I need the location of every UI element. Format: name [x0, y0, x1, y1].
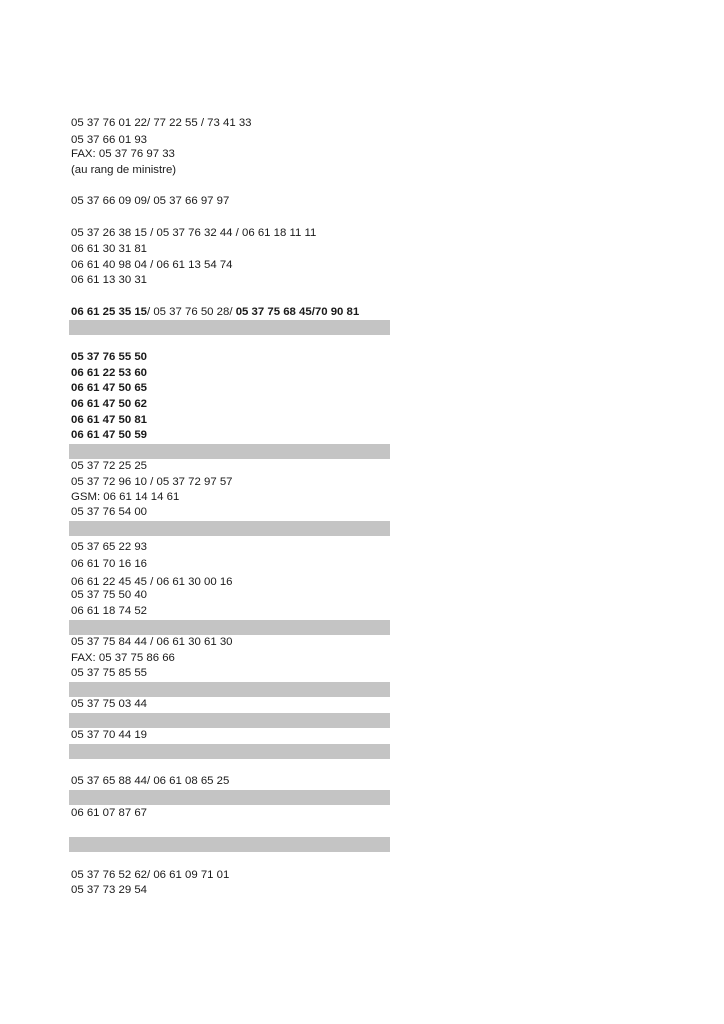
- separator-band: [69, 744, 390, 759]
- fax-line: FAX: 05 37 75 86 66: [71, 652, 175, 664]
- separator-band: [69, 682, 390, 697]
- bold-number: 05 37 75 68 45/70 90 81: [235, 306, 360, 318]
- phone-line: 06 61 70 16 16: [71, 558, 148, 570]
- phone-line: 05 37 72 25 25: [71, 460, 148, 472]
- gsm-line: GSM: 06 61 14 14 61: [71, 491, 180, 503]
- phone-line: 05 37 76 01 22/ 77 22 55 / 73 41 33: [71, 117, 252, 129]
- phone-line: 05 37 66 09 09/ 05 37 66 97 97: [71, 195, 230, 207]
- phone-line: 05 37 66 01 93: [71, 134, 148, 146]
- phone-line-mixed: [71, 305, 359, 319]
- fax-line: FAX: 05 37 76 97 33: [71, 148, 175, 160]
- phone-line: 05 37 75 84 44 / 06 61 30 61 30: [71, 636, 233, 648]
- phone-line: 06 61 47 50 59: [71, 429, 148, 441]
- phone-line: 05 37 75 85 55: [71, 667, 148, 679]
- phone-line: 05 37 76 55 50: [71, 351, 148, 363]
- phone-line: 05 37 70 44 19: [71, 729, 148, 741]
- phone-line: 06 61 18 74 52: [71, 605, 148, 617]
- phone-line: 06 61 47 50 62: [71, 398, 148, 410]
- phone-line: 06 61 13 30 31: [71, 274, 148, 286]
- separator-band: [69, 620, 390, 635]
- phone-line: 05 37 76 52 62/ 06 61 09 71 01: [71, 869, 230, 881]
- phone-line: 06 61 47 50 65: [71, 382, 148, 394]
- phone-line: 05 37 65 88 44/ 06 61 08 65 25: [71, 775, 230, 787]
- phone-line: 05 37 73 29 54: [71, 884, 148, 896]
- phone-line: 05 37 75 50 40: [71, 589, 148, 601]
- separator-band: [69, 837, 390, 852]
- phone-line: 05 37 26 38 15 / 05 37 76 32 44 / 06 61 18 11 11: [71, 227, 317, 239]
- regular-number: / 05 37 76 50 28/: [147, 306, 236, 318]
- separator-band: [69, 444, 390, 459]
- separator-band: [69, 713, 390, 728]
- phone-line: 06 61 40 98 04 / 06 61 13 54 74: [71, 259, 233, 271]
- phone-line: 06 61 47 50 81: [71, 414, 148, 426]
- phone-line: 06 61 07 87 67: [71, 807, 148, 819]
- separator-band: [69, 790, 390, 805]
- separator-band: [69, 320, 390, 335]
- phone-line: 05 37 76 54 00: [71, 506, 148, 518]
- phone-line: 06 61 22 53 60: [71, 367, 148, 379]
- separator-band: [69, 521, 390, 536]
- phone-line: 06 61 22 45 45 / 06 61 30 00 16: [71, 576, 233, 588]
- phone-line: 05 37 65 22 93: [71, 541, 148, 553]
- bold-number: 06 61 25 35 15: [71, 306, 148, 318]
- phone-line: 06 61 30 31 81: [71, 243, 148, 255]
- note-line: (au rang de ministre): [71, 164, 177, 176]
- phone-line: 05 37 75 03 44: [71, 698, 148, 710]
- phone-line: 05 37 72 96 10 / 05 37 72 97 57: [71, 476, 233, 488]
